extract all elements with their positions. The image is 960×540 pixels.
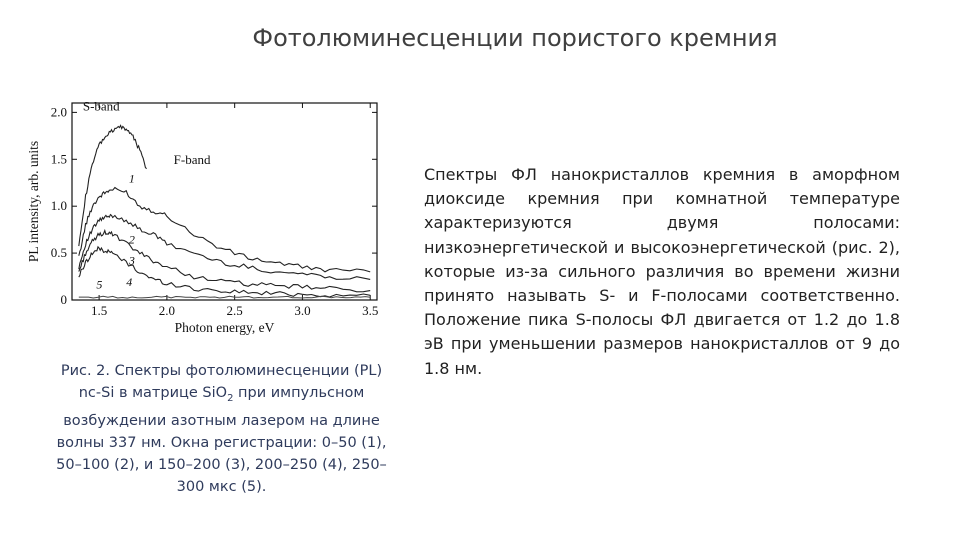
series-line-4 (79, 231, 370, 292)
x-tick-label: 2.0 (158, 303, 176, 318)
x-tick-label: 1.5 (90, 303, 108, 318)
series-label-4: 4 (126, 274, 133, 289)
y-axis-label: PL intensity, arb. units (26, 140, 41, 263)
caption-text-1: Рис. 2. Спектры фотолюминесценции (PL) nc-Si в матрице SiO (60, 363, 383, 401)
series-label-3: 3 (128, 253, 135, 268)
slide-title: Фотолюминесценции пористого кремния (252, 24, 778, 52)
series-line-1 (79, 126, 147, 247)
series-label-5: 5 (96, 277, 103, 292)
body-paragraph: Спектры ФЛ нанокристаллов кремния в аморфном диоксиде кремния при комнатной температуре характеризуются двумя полосами: низкоэнергетической и высокоэнергетической (рис. 2), которые из-за сильного различия во времени жизни принято называть S- и F-полосами соответственно. Положение пика S-полосы ФЛ двигается от 1.2 до 1.8 эВ при уменьшении размеров нанокристаллов от 9 до 1.8 нм. (424, 165, 900, 378)
y-tick-label: 2.0 (50, 104, 67, 120)
x-tick-label: 3.0 (294, 303, 311, 318)
series-label-2: 2 (128, 232, 135, 247)
figure-caption (55, 360, 388, 498)
x-tick-label: 2.5 (226, 303, 243, 318)
series-line-3 (79, 215, 370, 280)
f-band-label: F-band (173, 151, 211, 167)
x-axis-label: Photon energy, eV (174, 320, 275, 335)
series-line-5 (79, 247, 370, 297)
y-tick-label: 0.5 (50, 245, 67, 261)
pl-spectra-chart (25, 95, 390, 345)
caption-subscript: 2 (227, 392, 234, 404)
series-line-2 (79, 188, 370, 272)
y-tick-label: 1.0 (50, 198, 67, 214)
y-tick-label: 1.5 (50, 151, 67, 167)
s-band-label: S-band (82, 98, 120, 114)
baseline-line (79, 296, 370, 298)
x-tick-label: 3.5 (362, 303, 379, 318)
series-label-1: 1 (128, 171, 135, 186)
plot-frame (72, 103, 377, 300)
caption-text-2: при импульсном возбуждении азотным лазером на длине волны 337 нм. Окна регистрации: 0–50 (1), 50–100 (2), и 150–200 (3), 200–250 (4), 250–300 мкс (5). (56, 385, 387, 495)
y-tick-label: 0 (60, 292, 67, 307)
pl-spectra-figure (25, 95, 390, 345)
